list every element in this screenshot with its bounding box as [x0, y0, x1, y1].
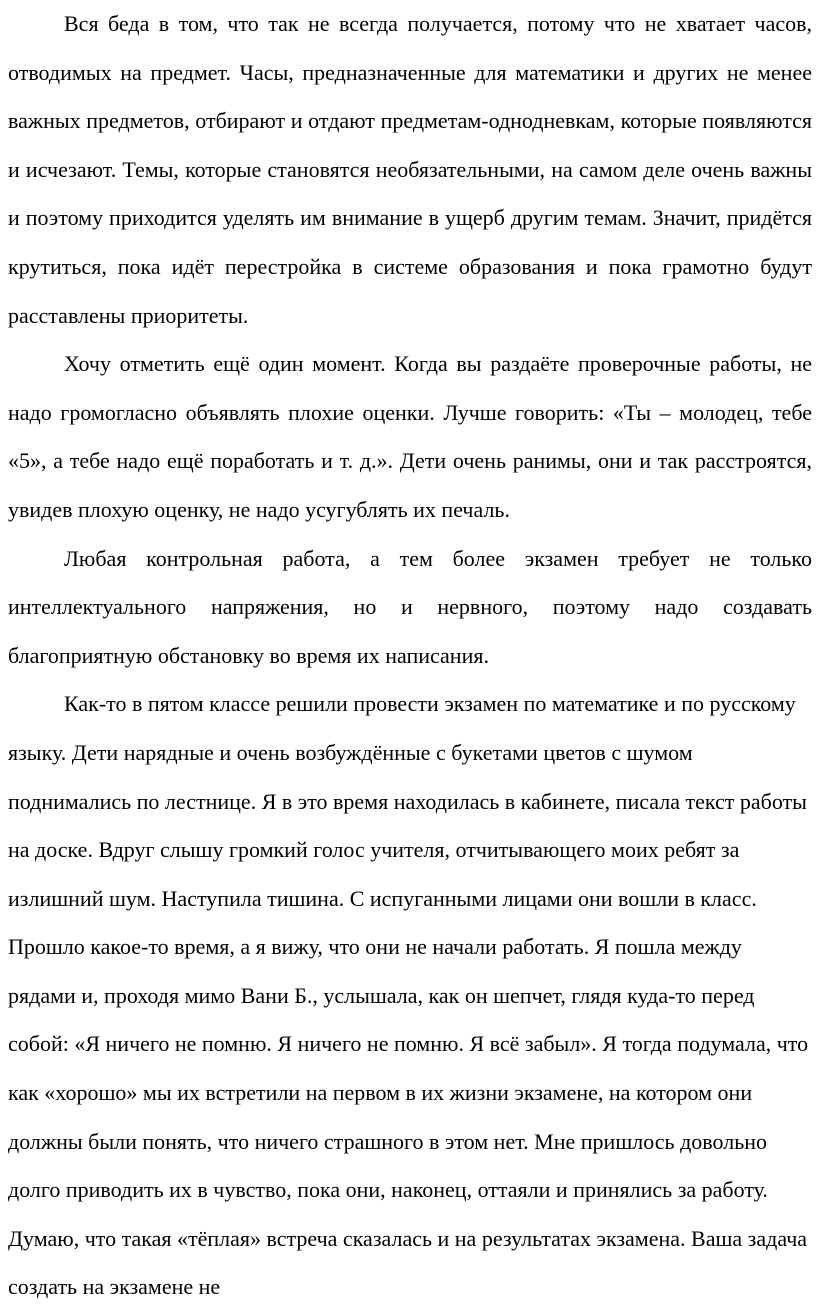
paragraph-2: Хочу отметить ещё один момент. Когда вы раздаёте проверочные работы, не надо громогласно объявлять плохие оценки. Лучше говорить: «Ты – молодец, тебе «5», а тебе надо ещё поработать и т. д.». Дети очень ранимы, они и так расстроятся, увидев плохую оценку, не надо усугублять их печаль.	[8, 351, 812, 522]
document-page	[8, 0, 812, 1312]
paragraph-3: Любая контрольная работа, а тем более экзамен требует не только интеллектуального напряжения, но и нервного, поэтому надо создавать благоприятную обстановку во время их написания.	[8, 545, 812, 668]
paragraph-4: Как-то в пятом классе решили провести экзамен по математике и по русскому языку. Дети нарядные и очень возбуждённые с букетами цветов с шумом поднимались по лестнице. Я в это время находилась в кабинете, писала текст работы на доске. Вдруг слышу громкий голос учителя, отчитывающего моих ребят за излишний шум. Наступила тишина. С испуганными лицами они вошли в класс. Прошло какое-то время, а я вижу, что они не начали работать. Я пошла между рядами и, проходя мимо Вани Б., услышала, как он шепчет, глядя куда-то перед собой: «Я ничего не помню. Я ничего не помню. Я всё забыл». Я тогда подумала, что как «хорошо» мы их встретили на первом в их жизни экзамене, на котором они должны были понять, что ничего страшного в этом нет. Мне пришлось довольно долго приводить их в чувство, пока они, наконец, оттаяли и принялись за работу. Думаю, что такая «тёплая» встреча сказалась и на результатах экзамена. Ваша задача создать на экзамене не	[8, 691, 809, 1300]
paragraph-1: Вся беда в том, что так не всегда получается, потому что не хватает часов, отводимых на предмет. Часы, предназначенные для математики и других не менее важных предметов, отбирают и отдают предметам-однодневкам, которые появляются и исчезают. Темы, которые становятся необязательными, на самом деле очень важны и поэтому приходится уделять им внимание в ущерб другим темам. Значит, придётся крутиться, пока идёт перестройка в системе образования и пока грамотно будут расставлены приоритеты.	[8, 11, 812, 328]
